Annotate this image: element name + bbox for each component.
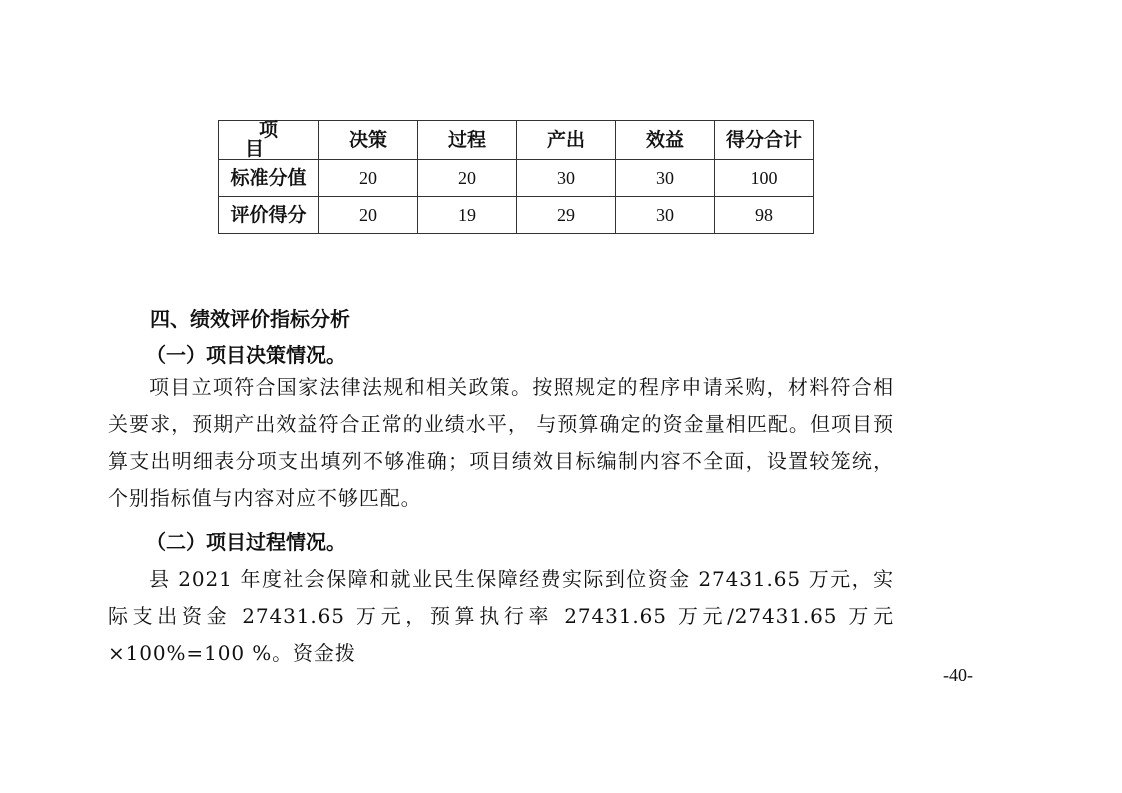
table-row	[219, 160, 814, 197]
table-cell: 20	[319, 197, 418, 234]
section-heading: 四、绩效评价指标分析	[150, 307, 350, 331]
table-cell: 19	[418, 197, 517, 234]
process-paragraph: 县 2021 年度社会保障和就业民生保障经费实际到位资金 27431.65 万元，实际支出资金 27431.65 万元，预算执行率 27431.65 万元/27431.65 万元×100%=100 %。资金拨	[108, 567, 894, 665]
table-row	[219, 197, 814, 234]
header-cell-decision: 决策	[319, 121, 418, 160]
decision-paragraph: 项目立项符合国家法律法规和相关政策。按照规定的程序申请采购，材料符合相关要求，预期产出效益符合正常的业绩水平， 与预算确定的资金量相匹配。但项目预算支出明细表分项支出填列不够准确；项目绩效目标编制内容不全面，设置较笼统，个别指标值与内容对应不够匹配。	[108, 375, 894, 510]
page-number: -40-	[943, 665, 973, 685]
table-cell: 30	[517, 160, 616, 197]
table-cell: 29	[517, 197, 616, 234]
header-cell-process: 过程	[418, 121, 517, 160]
table-cell: 20	[418, 160, 517, 197]
header-cell-item: 项目	[219, 121, 319, 160]
table-cell: 100	[715, 160, 814, 197]
header-cell-total: 得分合计	[715, 121, 814, 160]
table-cell: 20	[319, 160, 418, 197]
subsection-heading-process: （二）项目过程情况。	[146, 530, 346, 554]
table-cell: 30	[616, 197, 715, 234]
table-cell: 30	[616, 160, 715, 197]
header-cell-output: 产出	[517, 121, 616, 160]
table-cell: 98	[715, 197, 814, 234]
score-table	[218, 120, 814, 234]
row-label-evaluation-score: 评价得分	[219, 197, 319, 234]
header-cell-benefit: 效益	[616, 121, 715, 160]
table-header-row	[219, 121, 814, 160]
row-label-standard-score: 标准分值	[219, 160, 319, 197]
subsection-heading-decision: （一）项目决策情况。	[146, 343, 346, 367]
